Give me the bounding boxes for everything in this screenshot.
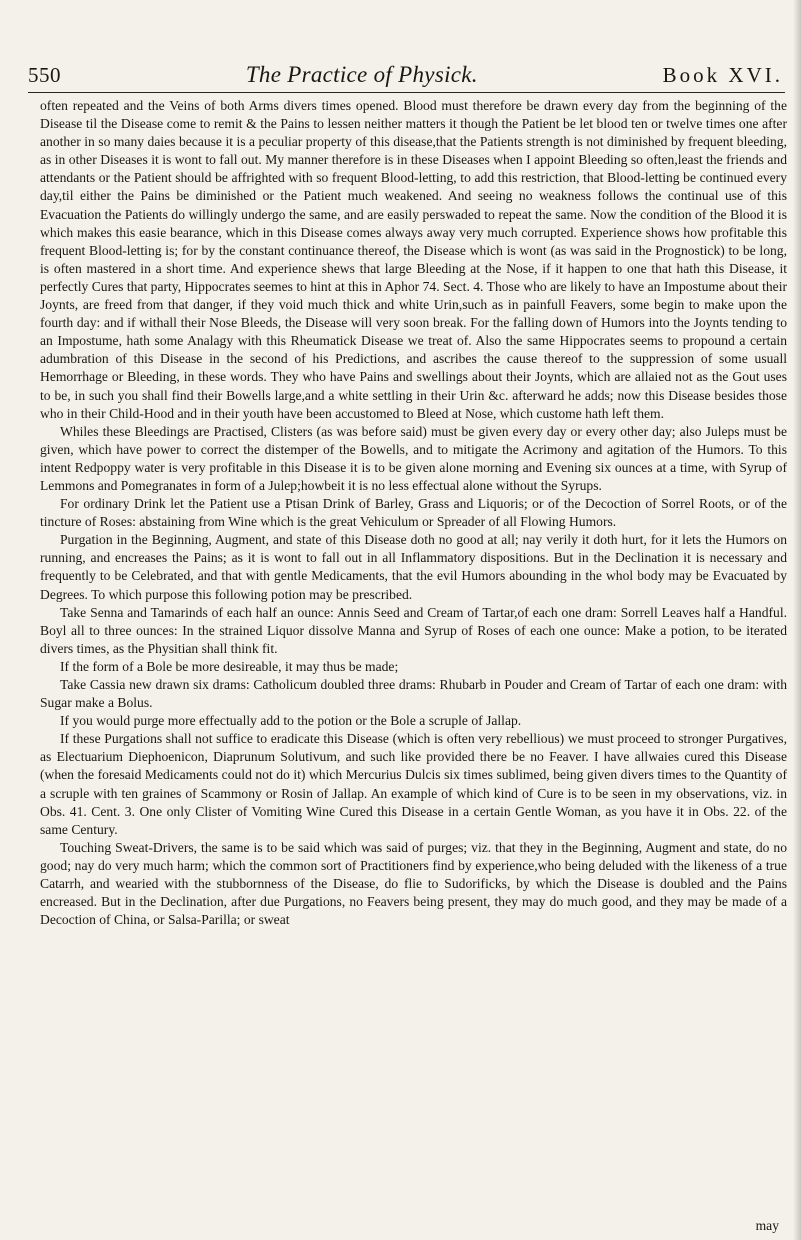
paragraph: For ordinary Drink let the Patient use a Ptisan Drink of Barley, Grass and Liquoris; or of the Decoction of Sorrel Roots, or of the tincture of Roses: abstaining from Wine which is the great Vehiculum or Spreader of all Flowing Humors.	[40, 496, 787, 530]
paragraph: If these Purgations shall not suffice to eradicate this Disease (which is often very rebellious) we must proceed to stronger Purgatives, as Electuarium Diephoenicon, Diaprunum Solutivum, and such like provided there be no Feaver. I have allwaies cured this Disease (when the foresaid Medicaments could not do it) which Mercurius Dulcis six times sublimed, being given divers times to the Quantity of a scruple with ten graines of Scammony or Rosin of Jallap. An example of which kind of Cure is to be seen in my observations, viz. in Obs. 41. Cent. 3. One only Clister of Vomiting Wine Cured this Disease in a certain Gentle Woman, as you have it in Obs. 22. of the same Century.	[40, 731, 787, 837]
recipe-paragraph: Take Cassia new drawn six drams: Catholicum doubled three drams: Rhubarb in Pouder and Cream of Tartar of each one dram: with Sugar make a Bolus.	[40, 677, 787, 711]
header-rule	[28, 92, 785, 93]
page-header	[28, 56, 783, 88]
body-text	[40, 97, 787, 929]
paragraph: Purgation in the Beginning, Augment, and state of this Disease doth no good at all; nay verily it doth hurt, for it lets the Humors on running, and encreases the Pains; as it is wont to fall out in all Inflammatory dispositions. But in the Declination it is necessary and frequently to be Celebrated, and that with gentle Medicaments, that the evil Humors abounding in the whol body may be Evacuated by Degrees. To which purpose this following potion may be prescribed.	[40, 532, 787, 602]
paragraph: If you would purge more effectually add to the potion or the Bole a scruple of Jallap.	[60, 713, 522, 729]
paragraph: Touching Sweat-Drivers, the same is to be said which was said of purges; viz. that they in the Beginning, Augment and state, do no good; nay do very much harm; which the common sort of Practitioners find by experience,who being deluded with the likeness of a true Catarrh, and wearied with the stubbornness of the Disease, do flie to Sudorificks, by which the Disease is doubled and the Pains encreased. But in the Declination, after due Purgations, no Feavers being present, they may do much good, and they may be made of a Decoction of China, or Salsa-Parilla; or sweat	[40, 839, 787, 928]
paragraph: Whiles these Bleedings are Practised, Clisters (as was before said) must be given every day or every other day; also Juleps must be given, which have power to correct the distemper of the Bowells, and to mitigate the Acrimony and agitation of the Humors. To this intent Redpoppy water is very profitable in this Disease it is to be given alone morning and Evening six ounces at a time, with Syrup of Lemmons and Pomegranates in form of a Julep;howbeit it is no less effectual alone without the Syrups.	[40, 423, 787, 493]
catchword: may	[755, 1218, 779, 1233]
paragraph: If the form of a Bole be more desireable, it may thus be made;	[60, 658, 399, 674]
page-number: 550	[28, 63, 61, 87]
paragraph: often repeated and the Veins of both Arms divers times opened. Blood must therefore be drawn every day from the beginning of the Disease til the Disease come to remit & the Pains to lessen neither matters it though the Patient be let blood ten or twelve times one after another in so many daies because it is a peculiar property of this disease,that the Patients strength is not diminished by frequent bleeding, as in other Diseases it is wont to fall out. My manner therefore is in these Diseases when I appoint Bleeding so often,least the friends and attendants or the Patient should be affrighted with so frequent Blood-letting, to add this restriction, that Blood-letting be continued every day,til either the Pains be diminished or the Patient much weakened. And seeing no weakness follows the continual use of this Evacuation the Patients do willingly undergo the same, and are easily perswaded to repeat the same. Now the condition of the Blood it is which makes this easie bearance, which in this Disease comes always away very much corrupted. Experience shows how profitable this frequent Blood-letting is; for by the constant continuance thereof, the Disease which is wont (as was said in the Prognostick) to be long, is often mastered in a short time. And experience shews that large Bleeding at the Nose, if it happen to one that hath this Disease, it perfectly Cures that party, Hippocrates seemes to hint at this in Aphor 74. Sect. 4. Those who are likely to have an Impostume about their Joynts, are freed from that danger, if they void much thick and white Urin,such as in painfull Feavers, some begin to make upon the fourth day: and if withall their Nose Bleeds, the Disease will very soon break. For the falling down of Humors into the Joynts tending to an Impostume, hath some Analagy with this Rheumatick Disease we treat of. Also the same Hippocrates seems to propound a certain adumbration of this Disease in the second of his Predictions, and ascribes the cause thereof to the suppression of some usuall Hemorrhage or Bleeding, in these words. They who have Pains and swellings about their Joynts, which are allaied not as the Gout uses to be, in such you shall find their Bowells large,and a white settling in their Urin &c. afterward he adds; now this Disease besides those who in their Child-Hood and in their youth have been accustomed to Bleed at Nose, which custome hath left them.	[40, 98, 787, 421]
running-title: The Practice of Physick.	[245, 62, 478, 87]
book-label: Book XVI.	[662, 63, 783, 87]
recipe-paragraph: Take Senna and Tamarinds of each half an ounce: Annis Seed and Cream of Tartar,of each one dram: Sorrell Leaves half a Handful. Boyl all to three ounces: In the strained Liquor dissolve Manna and Syrup of Roses of each one ounce: Make a potion, to be iterated divers times, as the Physitian shall think fit.	[40, 604, 787, 656]
page-edge-shadow	[793, 0, 801, 1240]
